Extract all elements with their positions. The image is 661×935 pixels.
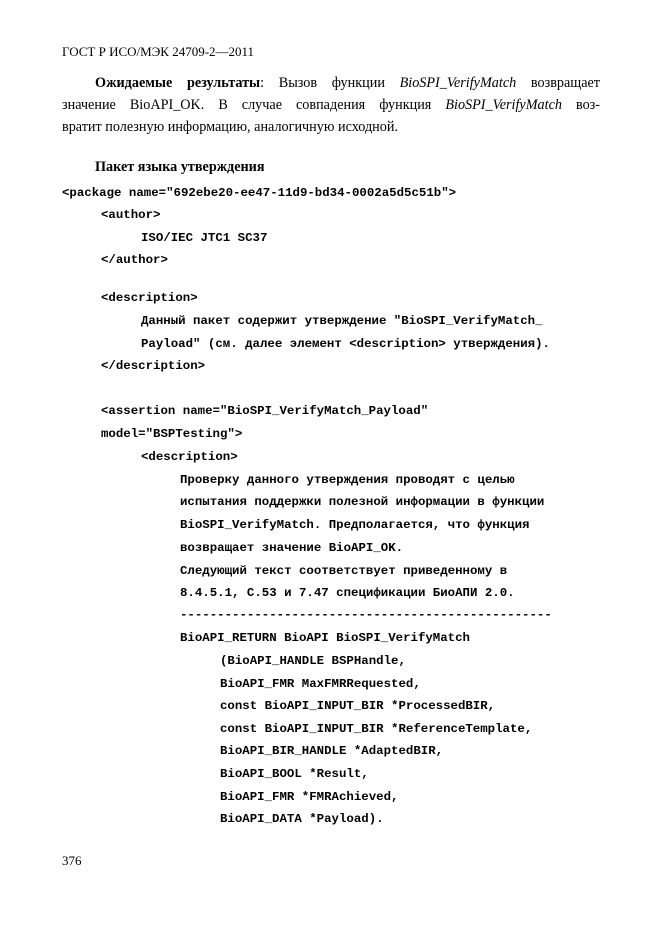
code-line: BioAPI_FMR *FMRAchieved, (220, 790, 399, 804)
code-line: Данный пакет содержит утверждение "BioSPI_VerifyMatch_ (141, 314, 543, 328)
code-line: Следующий текст соответствует приведенному в (180, 564, 508, 578)
code-line: <package name="692ebe20-ee47-11d9-bd34-0002a5d5c51b"> (62, 186, 457, 200)
section-title: Пакет языка утверждения (95, 159, 265, 175)
document-header: ГОСТ Р ИСО/МЭК 24709-2—2011 (62, 44, 255, 59)
intro-line-2 (62, 94, 600, 116)
code-line: <author> (101, 208, 161, 222)
separator-line: -------------------------------------------------- (180, 608, 552, 622)
intro-line-3: вратит полезную информацию, аналогичную исходной. (62, 119, 399, 135)
code-line: BioAPI_FMR MaxFMRRequested, (220, 677, 421, 691)
intro-text: значение BioAPI_OK. В случае совпадения функция (62, 97, 446, 113)
code-line: Payload" (см. далее элемент <description> утверждения). (141, 337, 550, 351)
code-line: BioAPI_RETURN BioAPI BioSPI_VerifyMatch (180, 631, 470, 645)
code-line: 8.4.5.1, C.53 и 7.47 спецификации БиоАПИ 2.0. (180, 586, 515, 600)
function-name: BioSPI_VerifyMatch (399, 75, 517, 91)
code-line: <description> (101, 291, 198, 305)
code-line: BioSPI_VerifyMatch. Предполагается, что функция (180, 518, 530, 532)
function-name: BioSPI_VerifyMatch (445, 97, 562, 113)
intro-text: : Вызов функции (260, 75, 400, 91)
intro-text: возвращает (516, 75, 600, 91)
page-number: 376 (62, 853, 82, 868)
code-line: (BioAPI_HANDLE BSPHandle, (220, 654, 406, 668)
code-line: BioAPI_DATA *Payload). (220, 812, 384, 826)
code-line: model="BSPTesting"> (101, 427, 243, 441)
code-line: ISO/IEC JTC1 SC37 (141, 231, 268, 245)
code-line: Проверку данного утверждения проводят с целью (180, 473, 515, 487)
code-line: BioAPI_BOOL *Result, (220, 767, 369, 781)
code-line: BioAPI_BIR_HANDLE *AdaptedBIR, (220, 744, 444, 758)
code-line: const BioAPI_INPUT_BIR *ProcessedBIR, (220, 699, 496, 713)
code-line: возвращает значение BioAPI_OK. (180, 541, 404, 555)
intro-line-1 (62, 72, 600, 94)
code-line: <assertion name="BioSPI_VerifyMatch_Payload" (101, 404, 429, 418)
code-line: const BioAPI_INPUT_BIR *ReferenceTemplate, (220, 722, 533, 736)
code-line: </author> (101, 253, 168, 267)
code-line: </description> (101, 359, 206, 373)
code-line: испытания поддержки полезной информации в функции (180, 495, 545, 509)
code-line: <description> (141, 450, 238, 464)
intro-text: воз- (561, 97, 600, 113)
expected-results-label: Ожидаемые результаты (95, 75, 261, 91)
